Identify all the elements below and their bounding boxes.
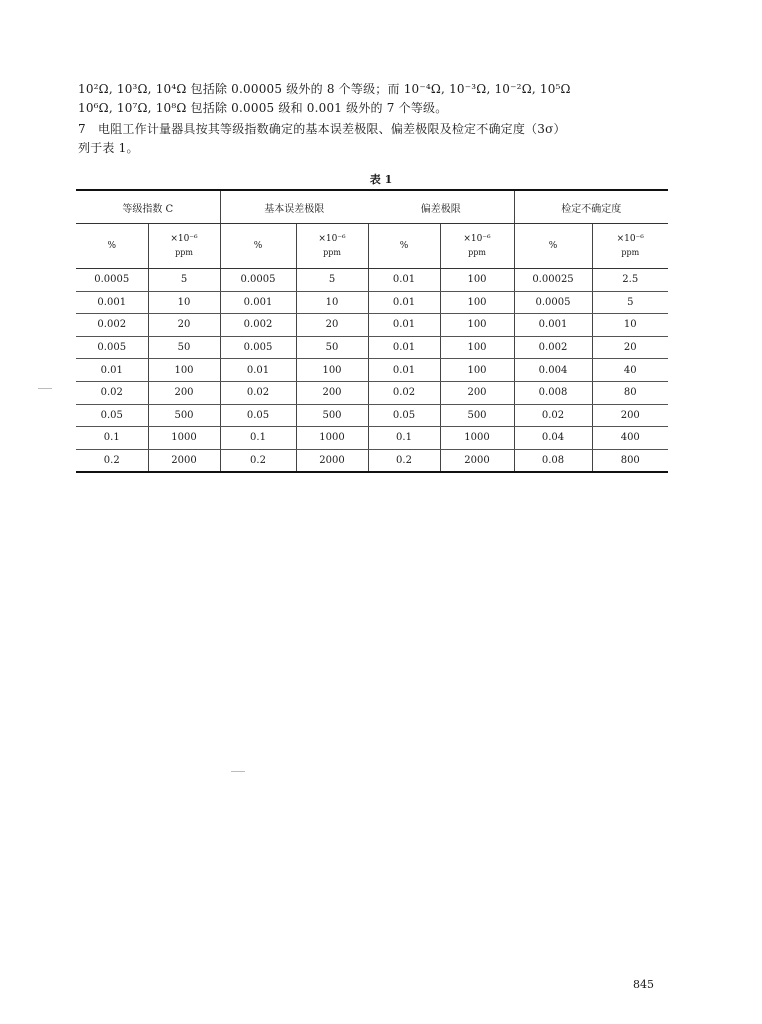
group-calibration-uncertainty: 检定不确定度 bbox=[514, 190, 668, 224]
table-cell: 0.02 bbox=[368, 381, 440, 404]
table-cell: 50 bbox=[148, 336, 220, 359]
table-cell: 200 bbox=[440, 381, 514, 404]
table-cell: 100 bbox=[148, 359, 220, 382]
table-unit-header bbox=[76, 224, 668, 269]
clause-7-paragraph bbox=[78, 120, 678, 158]
table-cell: 200 bbox=[296, 381, 368, 404]
table-cell: 0.005 bbox=[220, 336, 296, 359]
unit-ppm-label: ppm bbox=[468, 248, 486, 257]
table-row bbox=[76, 449, 668, 472]
group-grade-index: 等级指数 C bbox=[76, 190, 220, 224]
table-cell: 0.002 bbox=[514, 336, 592, 359]
intro-line-2: 10⁶Ω, 10⁷Ω, 10⁸Ω 包括除 0.0005 级和 0.001 级外的 7 个等级。 bbox=[78, 101, 448, 115]
unit-ppm-scale: ×10⁻⁶ bbox=[170, 234, 198, 244]
table-cell: 0.05 bbox=[220, 404, 296, 427]
table-cell: 500 bbox=[296, 404, 368, 427]
table-row bbox=[76, 359, 668, 382]
table-cell: 0.2 bbox=[220, 449, 296, 472]
table-cell: 0.1 bbox=[220, 427, 296, 450]
table-row bbox=[76, 314, 668, 337]
table-cell: 100 bbox=[440, 291, 514, 314]
table-cell: 5 bbox=[296, 269, 368, 292]
table-cell: 0.01 bbox=[368, 359, 440, 382]
table-cell: 0.02 bbox=[76, 381, 148, 404]
table-cell: 20 bbox=[148, 314, 220, 337]
group-deviation-limit: 偏差极限 bbox=[368, 190, 514, 224]
clause-7-line-2: 列于表 1。 bbox=[78, 141, 139, 155]
table-cell: 2000 bbox=[148, 449, 220, 472]
table-cell: 100 bbox=[296, 359, 368, 382]
unit-ppm-scale: ×10⁻⁶ bbox=[616, 234, 644, 244]
table-cell: 0.02 bbox=[220, 381, 296, 404]
table-cell: 50 bbox=[296, 336, 368, 359]
table-row bbox=[76, 269, 668, 292]
table-cell: 0.01 bbox=[368, 336, 440, 359]
unit-ppm bbox=[296, 224, 368, 269]
table-cell: 0.0005 bbox=[76, 269, 148, 292]
unit-percent: % bbox=[220, 224, 296, 269]
page-number: 845 bbox=[633, 978, 654, 991]
table-cell: 0.0005 bbox=[220, 269, 296, 292]
table-cell: 40 bbox=[592, 359, 668, 382]
unit-ppm-scale: ×10⁻⁶ bbox=[463, 234, 491, 244]
table-cell: 100 bbox=[440, 314, 514, 337]
table-cell: 0.002 bbox=[220, 314, 296, 337]
scan-artifact-line bbox=[38, 388, 52, 389]
table-cell: 100 bbox=[440, 269, 514, 292]
table-cell: 0.01 bbox=[368, 291, 440, 314]
unit-ppm bbox=[148, 224, 220, 269]
table-cell: 0.01 bbox=[76, 359, 148, 382]
table-cell: 0.008 bbox=[514, 381, 592, 404]
table-cell: 100 bbox=[440, 336, 514, 359]
table-cell: 0.2 bbox=[368, 449, 440, 472]
table-cell: 2.5 bbox=[592, 269, 668, 292]
table-cell: 200 bbox=[592, 404, 668, 427]
table-cell: 0.1 bbox=[368, 427, 440, 450]
table-cell: 0.001 bbox=[220, 291, 296, 314]
table-cell: 10 bbox=[592, 314, 668, 337]
table-cell: 10 bbox=[148, 291, 220, 314]
table-group-header bbox=[76, 190, 668, 224]
table-cell: 2000 bbox=[296, 449, 368, 472]
table-cell: 0.01 bbox=[368, 269, 440, 292]
unit-ppm-label: ppm bbox=[323, 248, 341, 257]
scan-artifact-line bbox=[231, 771, 245, 772]
table-cell: 0.04 bbox=[514, 427, 592, 450]
table-row bbox=[76, 404, 668, 427]
table-cell: 80 bbox=[592, 381, 668, 404]
unit-ppm bbox=[440, 224, 514, 269]
table-cell: 0.05 bbox=[368, 404, 440, 427]
table-cell: 0.2 bbox=[76, 449, 148, 472]
table-row bbox=[76, 291, 668, 314]
intro-paragraph bbox=[78, 80, 678, 118]
table-cell: 1000 bbox=[296, 427, 368, 450]
table-cell: 1000 bbox=[440, 427, 514, 450]
table-row bbox=[76, 336, 668, 359]
table-cell: 0.0005 bbox=[514, 291, 592, 314]
clause-7-line-1: 7 电阻工作计量器具按其等级指数确定的基本误差极限、偏差极限及检定不确定度（3σ） bbox=[78, 122, 566, 136]
table-cell: 0.00025 bbox=[514, 269, 592, 292]
table-cell: 20 bbox=[296, 314, 368, 337]
unit-percent: % bbox=[514, 224, 592, 269]
table-cell: 0.1 bbox=[76, 427, 148, 450]
unit-percent: % bbox=[76, 224, 148, 269]
table-caption: 表 1 bbox=[369, 173, 393, 186]
table-cell: 100 bbox=[440, 359, 514, 382]
table-cell: 20 bbox=[592, 336, 668, 359]
table-cell: 0.02 bbox=[514, 404, 592, 427]
table-cell: 800 bbox=[592, 449, 668, 472]
table-cell: 10 bbox=[296, 291, 368, 314]
table-row bbox=[76, 427, 668, 450]
table-cell: 0.05 bbox=[76, 404, 148, 427]
unit-ppm bbox=[592, 224, 668, 269]
table-cell: 5 bbox=[148, 269, 220, 292]
table-cell: 0.08 bbox=[514, 449, 592, 472]
unit-ppm-scale: ×10⁻⁶ bbox=[318, 234, 346, 244]
intro-line-1: 10²Ω, 10³Ω, 10⁴Ω 包括除 0.00005 级外的 8 个等级；而 10⁻⁴Ω, 10⁻³Ω, 10⁻²Ω, 10⁵Ω bbox=[78, 82, 571, 96]
unit-ppm-label: ppm bbox=[621, 248, 640, 257]
unit-ppm-label: ppm bbox=[175, 248, 193, 257]
table-cell: 0.01 bbox=[220, 359, 296, 382]
table-cell: 200 bbox=[148, 381, 220, 404]
group-basic-error-limit: 基本误差极限 bbox=[220, 190, 368, 224]
table-cell: 400 bbox=[592, 427, 668, 450]
table-cell: 0.01 bbox=[368, 314, 440, 337]
table-cell: 2000 bbox=[440, 449, 514, 472]
table-cell: 1000 bbox=[148, 427, 220, 450]
table-cell: 0.001 bbox=[514, 314, 592, 337]
table-cell: 0.002 bbox=[76, 314, 148, 337]
table-cell: 0.004 bbox=[514, 359, 592, 382]
table-cell: 5 bbox=[592, 291, 668, 314]
table-cell: 500 bbox=[148, 404, 220, 427]
table-cell: 0.001 bbox=[76, 291, 148, 314]
table-row bbox=[76, 381, 668, 404]
table-cell: 500 bbox=[440, 404, 514, 427]
table-cell: 0.005 bbox=[76, 336, 148, 359]
spec-table bbox=[76, 189, 668, 473]
unit-percent: % bbox=[368, 224, 440, 269]
